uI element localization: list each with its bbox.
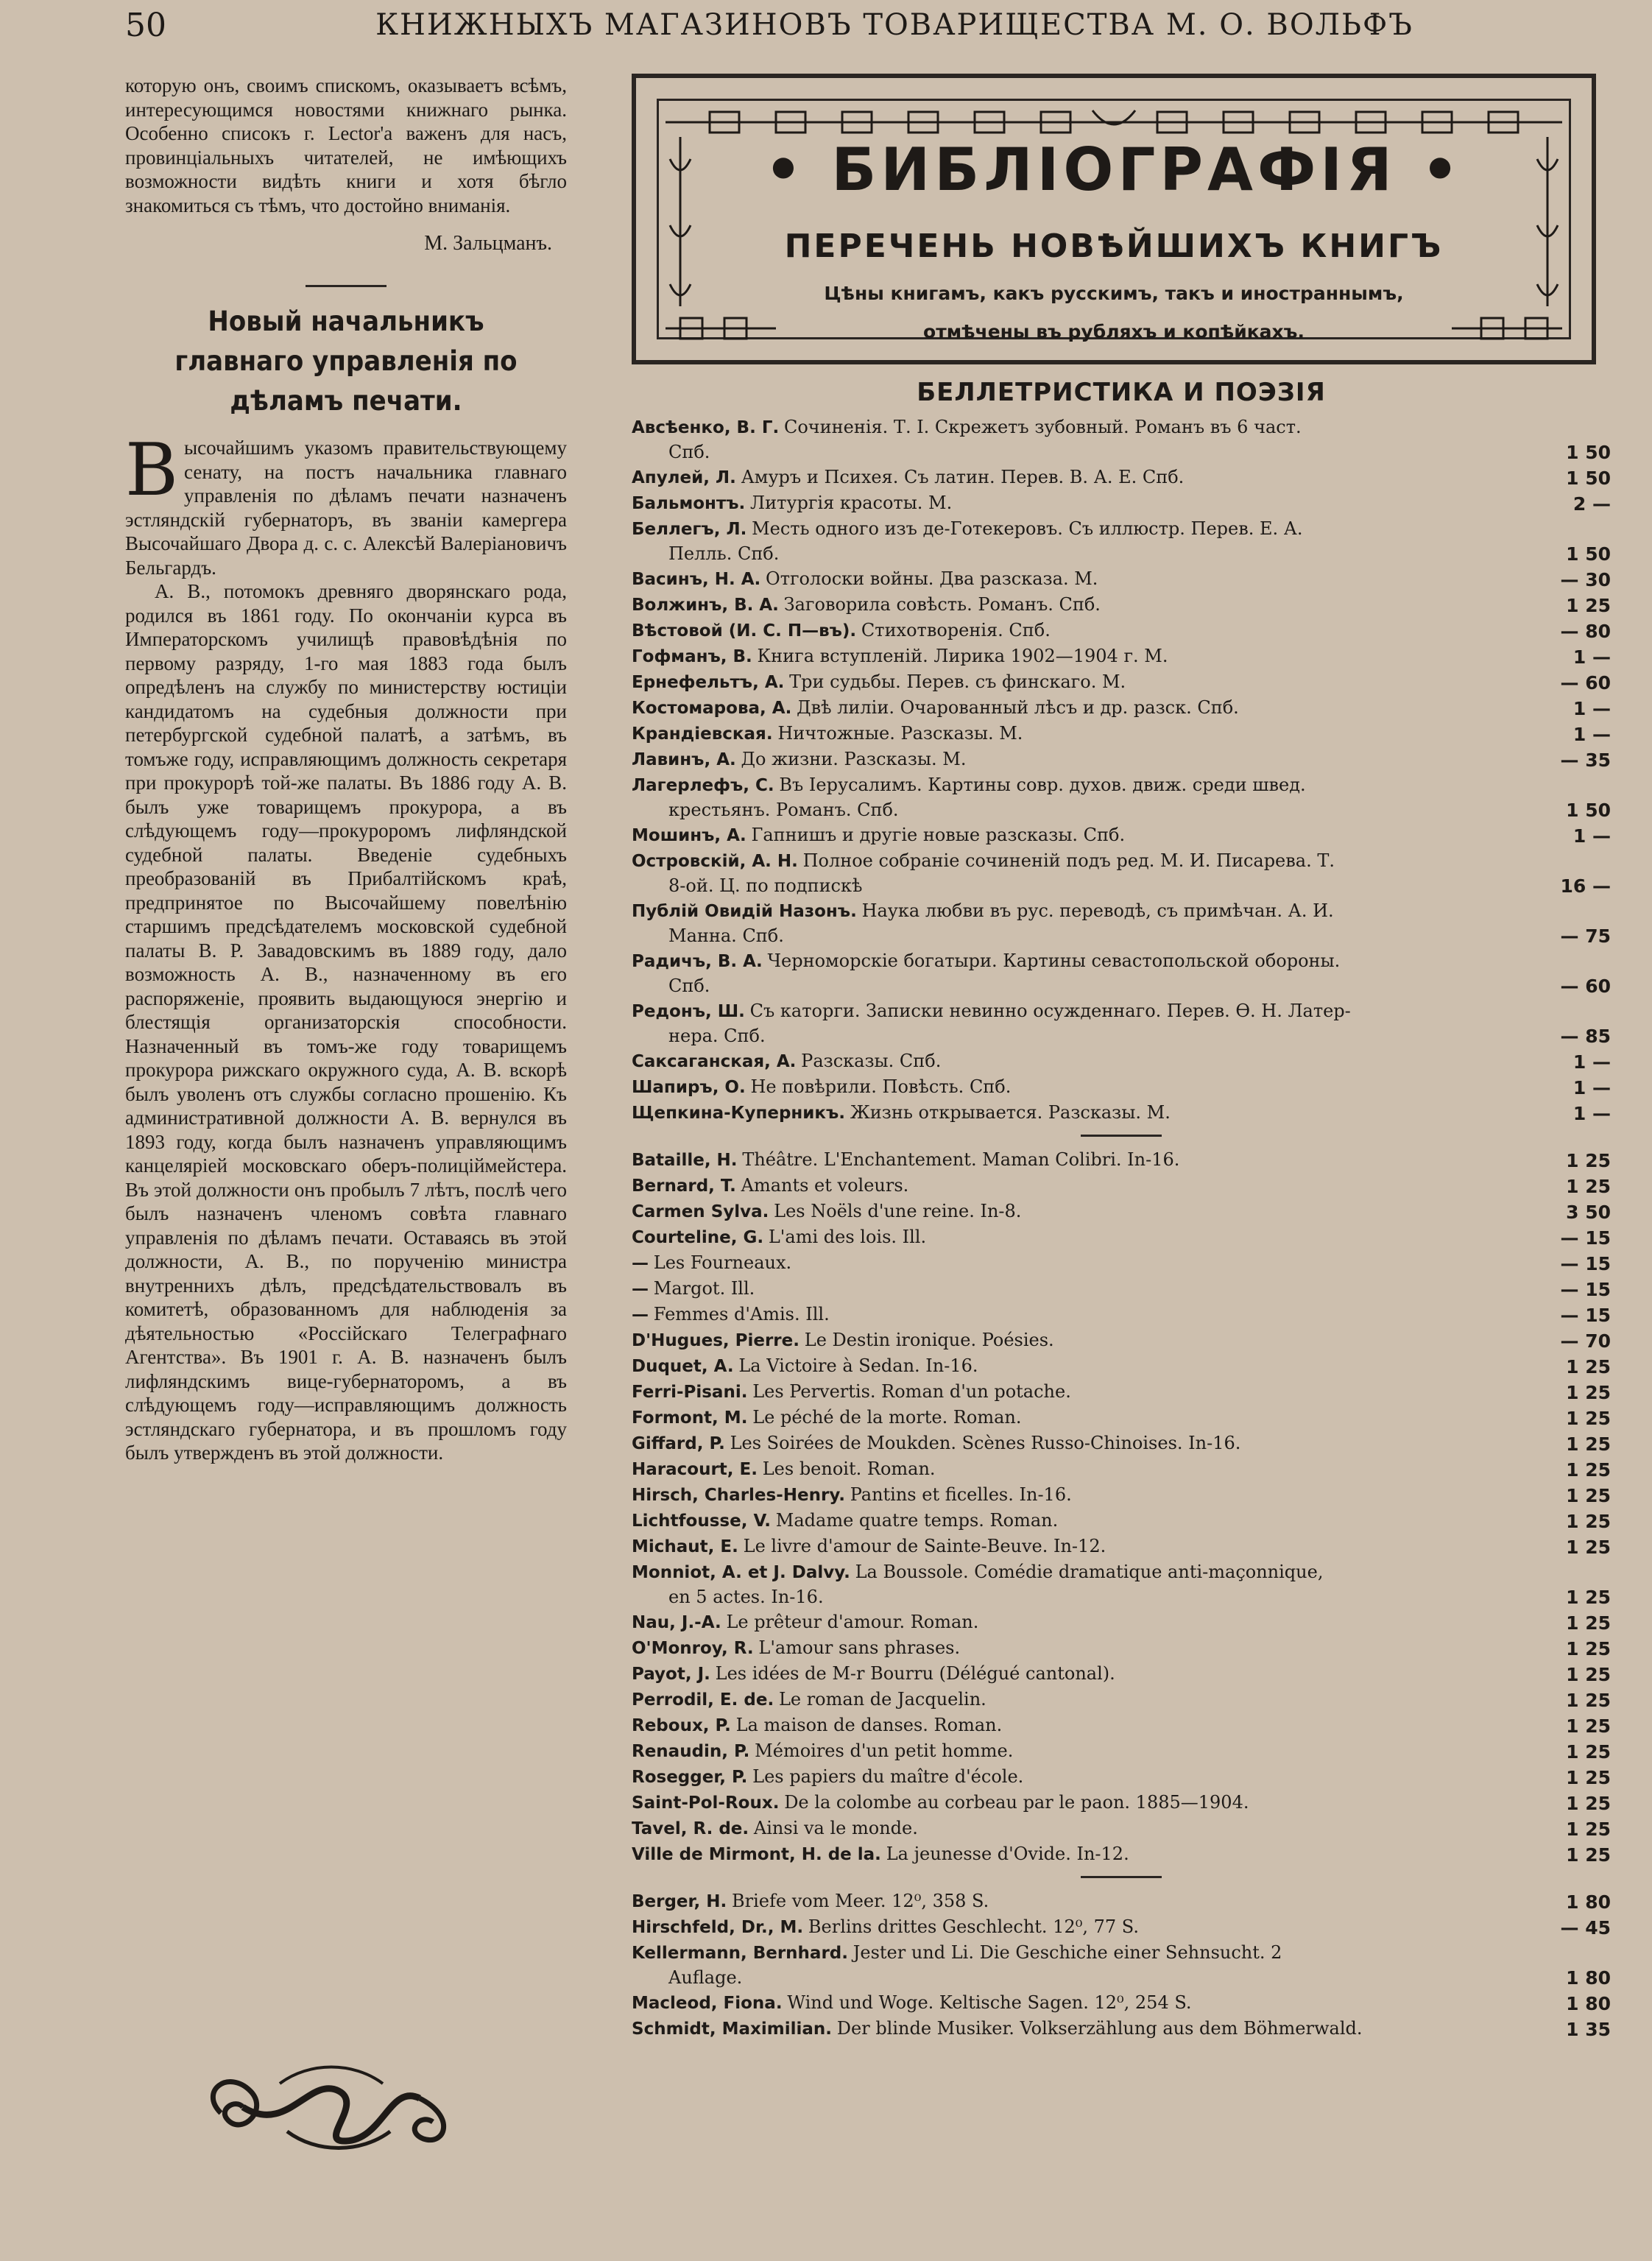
book-author: Ville de Mirmont, H. de la.	[632, 1845, 881, 1864]
book-author: Ferri-Pisani.	[632, 1383, 748, 1402]
book-author: Monniot, A. et J. Dalvy.	[632, 1563, 850, 1582]
book-price: — 85	[1560, 1026, 1611, 1047]
book-author: Публій Овидій Назонъ.	[632, 902, 857, 921]
book-price: 1 25	[1566, 1459, 1611, 1481]
article-paragraph-1: ысочайшимъ указомъ правительствующему сенату, на постъ начальника главнаго управленія по дѣламъ печати назначенъ эстляндскій губернаторъ, въ званіи камергера Высочайшаго Двора д. с. с. Алексѣй Валеріановичъ Бельгардъ.	[125, 437, 567, 579]
book-author: Костомарова, А.	[632, 699, 792, 718]
book-author: Payot, J.	[632, 1665, 710, 1684]
french-books-list	[632, 1147, 1611, 1867]
article-title: Новый начальникъ главнаго управленія по дѣламъ печати.	[174, 306, 518, 417]
flourish-ornament-icon	[199, 2061, 464, 2157]
book-title-continued: Спб.	[668, 442, 710, 462]
book-entry	[632, 1559, 1611, 1609]
book-entry	[632, 1990, 1611, 2016]
book-entry	[632, 1456, 1611, 1482]
book-price: — 35	[1560, 749, 1611, 771]
book-author: Haracourt, E.	[632, 1460, 758, 1479]
right-column	[632, 74, 1611, 2042]
book-title: Der blinde Musiker. Volkserzählung aus dem Böhmerwald.	[836, 2018, 1363, 2039]
book-title: Сочиненія. Т. I. Скрежетъ зубовный. Романъ въ 6 част.	[783, 417, 1302, 437]
book-author: O'Monroy, R.	[632, 1639, 754, 1658]
book-price: 1 25	[1566, 1741, 1611, 1763]
book-entry	[632, 1508, 1611, 1534]
german-books-list	[632, 1888, 1611, 2042]
book-title: Книга вступленій. Лирика 1902—1904 г. М.	[757, 646, 1168, 666]
book-price: 1 25	[1566, 1150, 1611, 1171]
book-price: 1 25	[1566, 1587, 1611, 1608]
book-title-continued: Спб.	[668, 976, 710, 996]
book-author: Nau, J.-A.	[632, 1613, 721, 1632]
book-price: 1 80	[1566, 1891, 1611, 1913]
book-title: Три судьбы. Перев. съ финскаго. М.	[789, 671, 1126, 692]
book-price: 1 50	[1566, 800, 1611, 821]
book-entry	[632, 1841, 1611, 1867]
book-author: Бальмонтъ.	[632, 494, 746, 513]
book-title: Не повѣрили. Повѣсть. Спб.	[750, 1076, 1012, 1097]
book-price: 1 25	[1566, 1819, 1611, 1840]
book-entry	[632, 1276, 1611, 1302]
book-title: Pantins et ficelles. In-16.	[850, 1484, 1072, 1505]
book-entry	[632, 1687, 1611, 1712]
book-entry	[632, 695, 1611, 721]
book-title: Полное собраніе сочиненій подъ ред. М. И. Писарева. Т.	[802, 850, 1335, 871]
book-entry	[632, 1790, 1611, 1816]
book-author: Крандіевская.	[632, 724, 773, 744]
book-author: Саксаганская, А.	[632, 1052, 797, 1071]
book-price: — 15	[1560, 1279, 1611, 1300]
book-author: Лавинъ, А.	[632, 750, 736, 769]
book-price: 1 25	[1566, 1537, 1611, 1558]
book-price: — 60	[1560, 976, 1611, 997]
book-title: Двѣ лиліи. Очарованный лѣсъ и др. разск. Спб.	[797, 697, 1239, 718]
book-title: Jester und Li. Die Geschiche einer Sehnsucht. 2	[853, 1942, 1282, 1963]
russian-books-list	[632, 415, 1611, 1126]
book-author: Мошинъ, А.	[632, 826, 746, 845]
book-price: — 45	[1560, 1917, 1611, 1939]
book-author: Saint-Pol-Roux.	[632, 1793, 780, 1813]
book-entry	[632, 822, 1611, 848]
book-author: Renaudin, P.	[632, 1742, 750, 1761]
book-entry	[632, 1764, 1611, 1790]
book-author: Редонъ, Ш.	[632, 1002, 745, 1021]
book-title: Les Noëls d'une reine. In-8.	[774, 1201, 1022, 1221]
book-entry	[632, 1199, 1611, 1224]
book-price: 1 80	[1566, 1993, 1611, 2014]
book-price: 1 25	[1566, 1408, 1611, 1429]
book-title: Berlins drittes Geschlecht. 12⁰, 77 S.	[808, 1916, 1139, 1937]
book-price: 1 25	[1566, 1382, 1611, 1403]
book-title: Стихотворенія. Спб.	[861, 620, 1051, 641]
book-author: Васинъ, Н. А.	[632, 570, 761, 589]
left-column	[125, 74, 567, 1465]
book-author: —	[632, 1305, 649, 1324]
frame-pattern-icon	[666, 107, 1562, 137]
page-number: 50	[125, 6, 166, 44]
book-price: 1 25	[1566, 1485, 1611, 1506]
book-price: 16 —	[1560, 875, 1611, 897]
book-entry	[632, 721, 1611, 747]
book-price: — 80	[1560, 621, 1611, 642]
book-price: — 15	[1560, 1253, 1611, 1274]
book-price: — 60	[1560, 672, 1611, 694]
book-author: Lichtfousse, V.	[632, 1512, 772, 1531]
book-author: Шапиръ, О.	[632, 1078, 746, 1097]
book-entry	[632, 592, 1611, 618]
book-author: Duquet, A.	[632, 1357, 734, 1376]
book-title: L'ami des lois. Ill.	[768, 1227, 927, 1247]
book-entry	[632, 1100, 1611, 1126]
book-price: 1 25	[1566, 595, 1611, 616]
book-price: 1 25	[1566, 1612, 1611, 1634]
book-title-continued: Манна. Спб.	[668, 925, 784, 946]
book-title: Черноморскіе богатыри. Картины севастопольской обороны.	[767, 950, 1341, 971]
book-price: 1 25	[1566, 1715, 1611, 1737]
book-title: Заговорила совѣсть. Романъ. Спб.	[783, 594, 1101, 615]
book-title: Съ каторги. Записки невинно осужденнаго. Перев. Ѳ. Н. Латер-	[749, 1001, 1351, 1021]
book-entry	[632, 1405, 1611, 1431]
book-title: L'amour sans phrases.	[758, 1637, 961, 1658]
book-author: Tavel, R. de.	[632, 1819, 749, 1838]
book-author: Bernard, T.	[632, 1177, 736, 1196]
book-price: 1 —	[1572, 1103, 1611, 1124]
book-author: —	[632, 1280, 649, 1299]
divider	[1081, 1135, 1162, 1137]
book-price: 1 50	[1566, 442, 1611, 463]
book-author: Островскій, А. Н.	[632, 852, 798, 871]
book-entry	[632, 1738, 1611, 1764]
book-author: Macleod, Fiona.	[632, 1994, 783, 2013]
book-title-continued: Auflage.	[668, 1967, 743, 1988]
book-price: 1 50	[1566, 468, 1611, 489]
book-author: Вѣстовой (И. С. П—въ).	[632, 621, 857, 641]
book-entry	[632, 998, 1611, 1048]
book-title-continued: en 5 actes. In-16.	[668, 1587, 824, 1607]
book-entry	[632, 1661, 1611, 1687]
book-price: 1 25	[1566, 1690, 1611, 1711]
book-entry	[632, 1302, 1611, 1327]
book-title: Ainsi va le monde.	[753, 1818, 918, 1838]
banner-note-line-2: отмѣчены въ рубляхъ и копѣйкахъ.	[923, 321, 1305, 342]
book-entry	[632, 1173, 1611, 1199]
book-price: 1 80	[1566, 1967, 1611, 1989]
book-entry	[632, 848, 1611, 898]
book-title: Le livre d'amour de Sainte-Beuve. In-12.	[743, 1536, 1106, 1556]
bibliography-banner	[632, 74, 1596, 364]
book-price: — 15	[1560, 1305, 1611, 1326]
book-entry	[632, 1250, 1611, 1276]
book-title-continued: нера. Спб.	[668, 1026, 766, 1046]
banner-title: • БИБЛІОГРАФІЯ •	[764, 135, 1464, 204]
book-price: 1 25	[1566, 1638, 1611, 1659]
book-entry	[632, 1074, 1611, 1100]
book-entry	[632, 898, 1611, 948]
book-author: Berger, H.	[632, 1892, 727, 1911]
book-title: Briefe vom Meer. 12⁰, 358 S.	[731, 1891, 989, 1911]
book-title: Le roman de Jacquelin.	[778, 1689, 986, 1710]
dropcap: В	[125, 428, 179, 512]
book-price: 1 25	[1566, 1664, 1611, 1685]
book-price: 1 —	[1572, 1051, 1611, 1073]
book-price: 1 25	[1566, 1433, 1611, 1455]
book-title: Амуръ и Психея. Съ латин. Перев. В. А. Е. Спб.	[741, 467, 1185, 487]
book-entry	[632, 669, 1611, 695]
book-title: Mémoires d'un petit homme.	[755, 1740, 1014, 1761]
banner-note-line-1: Цѣны книгамъ, какъ русскимъ, такъ и иностраннымъ,	[824, 283, 1404, 304]
book-title: La jeunesse d'Ovide. In-12.	[886, 1844, 1129, 1864]
book-price: 1 —	[1572, 1077, 1611, 1098]
book-title: Théâtre. L'Enchantement. Maman Colibri. In-16.	[742, 1149, 1180, 1170]
divider	[306, 285, 386, 287]
book-title: Le péché de la morte. Roman.	[752, 1407, 1022, 1428]
book-author: Щепкина-Куперникъ.	[632, 1104, 846, 1123]
book-title-continued: крестьянъ. Романъ. Спб.	[668, 800, 899, 820]
book-author: Reboux, P.	[632, 1716, 731, 1735]
book-entry	[632, 1914, 1611, 1940]
book-title: Amants et voleurs.	[741, 1175, 909, 1196]
signature: М. Зальцманъ.	[424, 232, 552, 255]
book-author: Formont, M.	[632, 1408, 748, 1428]
book-author: Hirsch, Charles-Henry.	[632, 1486, 845, 1505]
book-title: До жизни. Разсказы. М.	[741, 749, 967, 769]
book-author: Беллегъ, Л.	[632, 520, 747, 539]
book-author: Courteline, G.	[632, 1228, 764, 1247]
book-entry	[632, 1482, 1611, 1508]
book-title: Madame quatre temps. Roman.	[775, 1510, 1059, 1531]
book-title: Les papiers du maître d'école.	[752, 1766, 1024, 1787]
book-author: Апулей, Л.	[632, 468, 736, 487]
running-head	[125, 4, 1598, 46]
book-entry	[632, 1379, 1611, 1405]
book-entry	[632, 566, 1611, 592]
book-author: Радичъ, В. А.	[632, 952, 763, 971]
book-price: — 15	[1560, 1227, 1611, 1249]
book-title: Femmes d'Amis. Ill.	[653, 1304, 830, 1324]
book-entry	[632, 948, 1611, 998]
book-title: Le prêteur d'amour. Roman.	[726, 1612, 979, 1632]
book-price: 3 50	[1566, 1202, 1611, 1223]
book-entry	[632, 1940, 1611, 1990]
book-entry	[632, 415, 1611, 465]
divider	[1081, 1876, 1162, 1878]
book-entry	[632, 1609, 1611, 1635]
book-title: Гапнишъ и другіе новые разсказы. Спб.	[751, 825, 1126, 845]
banner-subtitle: ПЕРЕЧЕНЬ НОВѢЙШИХЪ КНИГЪ	[784, 227, 1444, 265]
book-title: Наука любви въ рус. переводѣ, съ примѣчан. А. И.	[861, 900, 1334, 921]
book-price: 1 —	[1572, 724, 1611, 745]
book-entry	[632, 2016, 1611, 2042]
book-entry	[632, 490, 1611, 516]
book-title: La Boussole. Comédie dramatique anti-maçonnique,	[855, 1562, 1324, 1582]
book-author: Michaut, E.	[632, 1537, 738, 1556]
book-title: Les Fourneaux.	[653, 1252, 792, 1273]
book-author: Гофманъ, В.	[632, 647, 752, 666]
book-price: 1 25	[1566, 1844, 1611, 1866]
book-title-continued: 8-ой. Ц. по подпискѣ	[668, 875, 863, 896]
book-author: Bataille, H.	[632, 1151, 738, 1170]
article-paragraph-2: А. В., потомокъ древняго дворянскаго рода, родился въ 1861 году. По окончаніи курса въ Императорскомъ училищѣ правовѣдѣнія по первому разряду, 1-го мая 1883 года былъ опредѣленъ на службу по министерству юстиціи кандидатомъ на судебныя должности при петербургской судебной палатѣ, а затѣмъ, въ томъже году, исправляющимъ должность секретаря при прокурорѣ той-же палаты. Въ 1886 году А. В. былъ уже товарищемъ прокурора, а въ слѣдующемъ году—прокуроромъ лифляндской судебной палаты. Введеніе судебныхъ преобразованій въ Прибалтійскомъ краѣ, предпринятое по Высочайшему повелѣнію старшимъ предсѣдателемъ московской судебной палаты В. Р. Завадовскимъ въ 1889 году, дало возможность А. В., назначенному въ его распоряженіе, проявить выдающуюся энергію и блестящія организаторскія способности. Назначенный въ томъ-же году товарищемъ прокурора рижскаго окружного суда, А. В. вскорѣ былъ уволенъ отъ службы согласно прошенію. Къ административной должности А. В. вернулся въ 1893 году, когда былъ назначенъ управляющимъ канцеляріей московскаго оберъ-полиціймейстера. Въ этой должности онъ пробылъ 7 лѣтъ, послѣ чего былъ назначенъ членомъ совѣта главнаго управленія по дѣламъ печати. Оставаясь въ этой должности, А. В., по порученію министра внутреннихъ дѣлъ, предсѣдательствовалъ въ комитетѣ, образованномъ для наблюденія за дѣятельностью «Россійскаго Телеграфнаго Агентства». Въ 1901 г. А. В. назначенъ былъ лифляндскимъ вице-губернаторомъ, а въ слѣдующемъ году—исправляющимъ должность эстляндскаго губернатора, и въ прошломъ году былъ утвержденъ въ этой должности.	[125, 580, 567, 1464]
book-entry	[632, 1534, 1611, 1559]
book-entry	[632, 643, 1611, 669]
book-title: De la colombe au corbeau par le paon. 1885—1904.	[784, 1792, 1249, 1813]
book-entry	[632, 772, 1611, 822]
book-price: 1 25	[1566, 1511, 1611, 1532]
book-author: Hirschfeld, Dr., M.	[632, 1918, 804, 1937]
book-price: 1 —	[1572, 698, 1611, 719]
book-title-continued: Пелль. Спб.	[668, 543, 780, 564]
book-title: Margot. Ill.	[653, 1278, 755, 1299]
running-title: КНИЖНЫХЪ МАГАЗИНОВЪ ТОВАРИЩЕСТВА М. О. ВОЛЬФЪ	[375, 8, 1413, 42]
book-entry	[632, 1327, 1611, 1353]
book-entry	[632, 1224, 1611, 1250]
book-author: Perrodil, E. de.	[632, 1690, 774, 1710]
book-price: — 75	[1560, 925, 1611, 947]
book-price: 1 —	[1572, 825, 1611, 847]
article-body	[125, 428, 567, 1465]
book-price: 1 25	[1566, 1793, 1611, 1814]
book-author: Волжинъ, В. А.	[632, 596, 779, 615]
book-entry	[632, 747, 1611, 772]
book-title: Въ Іерусалимъ. Картины совр. духов. движ. среди швед.	[779, 775, 1306, 795]
book-price: 1 25	[1566, 1176, 1611, 1197]
book-entry	[632, 1147, 1611, 1173]
book-title: Месть одного изъ де-Готекеровъ. Съ иллюстр. Перев. Е. А.	[752, 518, 1303, 539]
book-title: La Victoire à Sedan. In-16.	[738, 1355, 978, 1376]
book-entry	[632, 618, 1611, 643]
book-title: Les Soirées de Moukden. Scènes Russo-Chinoises. In-16.	[730, 1433, 1241, 1453]
book-entry	[632, 516, 1611, 566]
book-title: Литургія красоты. М.	[750, 493, 953, 513]
book-entry	[632, 1888, 1611, 1914]
book-entry	[632, 1816, 1611, 1841]
book-title: Разсказы. Спб.	[801, 1051, 942, 1071]
section-heading: БЕЛЛЕТРИСТИКА И ПОЭЗІЯ	[917, 378, 1326, 407]
book-author: Giffard, P.	[632, 1434, 725, 1453]
book-title: Les benoit. Roman.	[762, 1458, 936, 1479]
book-entry	[632, 1431, 1611, 1456]
book-price: 1 25	[1566, 1767, 1611, 1788]
book-price: 1 35	[1566, 2019, 1611, 2040]
book-title: Жизнь открывается. Разсказы. М.	[850, 1102, 1171, 1123]
book-title: La maison de danses. Roman.	[735, 1715, 1003, 1735]
book-entry	[632, 1635, 1611, 1661]
book-entry	[632, 1048, 1611, 1074]
book-author: —	[632, 1254, 649, 1273]
book-title: Les Pervertis. Roman d'un potache.	[752, 1381, 1071, 1402]
book-title: Les idées de M-r Bourru (Délégué cantonal).	[715, 1663, 1115, 1684]
book-title: Le Destin ironique. Poésies.	[804, 1330, 1054, 1350]
book-entry	[632, 1353, 1611, 1379]
book-author: Лагерлефъ, С.	[632, 776, 774, 795]
book-author: Rosegger, P.	[632, 1768, 748, 1787]
book-price: 1 50	[1566, 543, 1611, 565]
book-author: Carmen Sylva.	[632, 1202, 769, 1221]
book-author: Ернефельтъ, А.	[632, 673, 785, 692]
book-price: — 30	[1560, 569, 1611, 590]
book-entry	[632, 465, 1611, 490]
book-entry	[632, 1712, 1611, 1738]
book-author: D'Hugues, Pierre.	[632, 1331, 799, 1350]
book-title: Ничтожные. Разсказы. М.	[777, 723, 1023, 744]
book-author: Kellermann, Bernhard.	[632, 1944, 848, 1963]
book-title: Wind und Woge. Keltische Sagen. 12⁰, 254 S.	[787, 1992, 1192, 2013]
book-price: 2 —	[1572, 493, 1611, 515]
book-price: 1 25	[1566, 1356, 1611, 1378]
book-price: — 70	[1560, 1330, 1611, 1352]
book-title: Отголоски войны. Два разсказа. М.	[766, 568, 1098, 589]
book-price: 1 —	[1572, 646, 1611, 668]
book-author: Авсѣенко, В. Г.	[632, 418, 780, 437]
previous-article-ending: которую онъ, своимъ спискомъ, оказываетъ всѣмъ, интересующимся новостями книжнаго рынка. Особенно списокъ г. Lector'а важенъ для насъ, провинціальныхъ читателей, не имѣющихъ возможности видѣть книги и хотя бѣгло знакомиться съ тѣмъ, что достойно вниманія.	[125, 74, 567, 216]
book-author: Schmidt, Maximilian.	[632, 2020, 833, 2039]
